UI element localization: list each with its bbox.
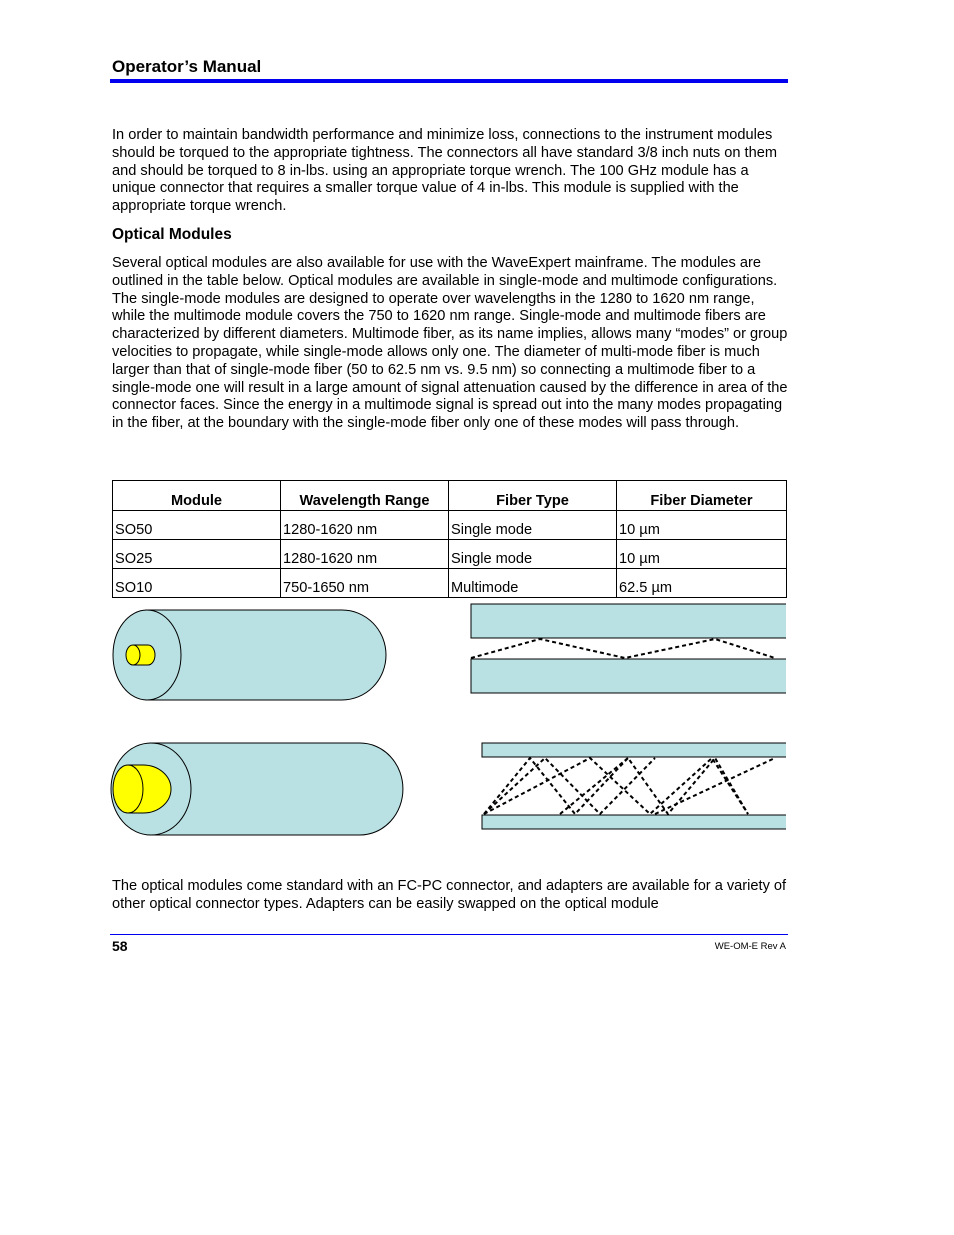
footer-rule (110, 934, 788, 935)
table-cell: 10 µm (617, 540, 787, 569)
table-row (113, 569, 787, 598)
table-cell: SO10 (113, 569, 281, 598)
table-row (113, 511, 787, 540)
table-cell: 750-1650 nm (281, 569, 449, 598)
table-cell: Single mode (449, 511, 617, 540)
section-heading: Optical Modules (112, 226, 232, 243)
header-title: Operator’s Manual (112, 57, 262, 76)
table-row (113, 540, 787, 569)
section-paragraph: Several optical modules are also available for use with the WaveExpert mainframe. The modules are outlined in the table below. Optical modules are available in single-mode and multimode configurations. The single-mode modules are designed to operate over wavelengths in the 1280 to 1620 nm range, while the multimode module covers the 750 to 1620 nm range. Single-mode and multimode fibers are characterized by different diameters. Multimode fiber, as its name implies, allows many “modes” or group velocities to propagate, while single-mode allows only one. The diameter of multi-mode fiber is much larger than that of single-mode fiber (50 to 62.5 nm vs. 9.5 nm) so connecting a multimode fiber to a single-mode one will result in a large amount of signal attenuation caused by the difference in area of the connector faces. Since the energy in a multimode signal is spread out into the many modes propagating in the fiber, at the boundary with the single-mode fiber only one of these modes will pass through. (112, 255, 788, 432)
closing-paragraph: The optical modules come standard with an FC-PC connector, and adapters are available for a variety of other optical connector types. Adapters can be easily swapped on the optical module (112, 878, 787, 912)
table-header-cell: Fiber Diameter (617, 481, 787, 511)
table-header-cell: Fiber Type (449, 481, 617, 511)
single-mode-fiber-illustration (113, 610, 386, 700)
table-cell: 1280-1620 nm (281, 540, 449, 569)
table-header-row (113, 481, 787, 511)
table-header-cell: Module (113, 481, 281, 511)
modules-table (112, 480, 787, 598)
multimode-propagation-diagram (482, 743, 786, 829)
table-cell: 1280-1620 nm (281, 511, 449, 540)
table-cell: SO50 (113, 511, 281, 540)
header-rule (110, 79, 788, 83)
table-cell: SO25 (113, 540, 281, 569)
table-cell: 10 µm (617, 511, 787, 540)
document-revision: WE-OM-E Rev A (714, 941, 786, 952)
multimode-fiber-illustration (111, 743, 403, 835)
single-mode-propagation-diagram (471, 604, 786, 693)
table-header-cell: Wavelength Range (281, 481, 449, 511)
table-cell: 62.5 µm (617, 569, 787, 598)
table-cell: Multimode (449, 569, 617, 598)
page-number: 58 (112, 938, 128, 954)
intro-paragraph: In order to maintain bandwidth performance and minimize loss, connections to the instrument modules should be torqued to the appropriate tightness. The connectors all have standard 3/8 inch nuts on them and should be torqued to 8 in-lbs. using an appropriate torque wrench. The 100 GHz module has a unique connector that requires a smaller torque value of 4 in-lbs. This module is supplied with the appropriate torque wrench. (112, 127, 777, 215)
table-cell: Single mode (449, 540, 617, 569)
